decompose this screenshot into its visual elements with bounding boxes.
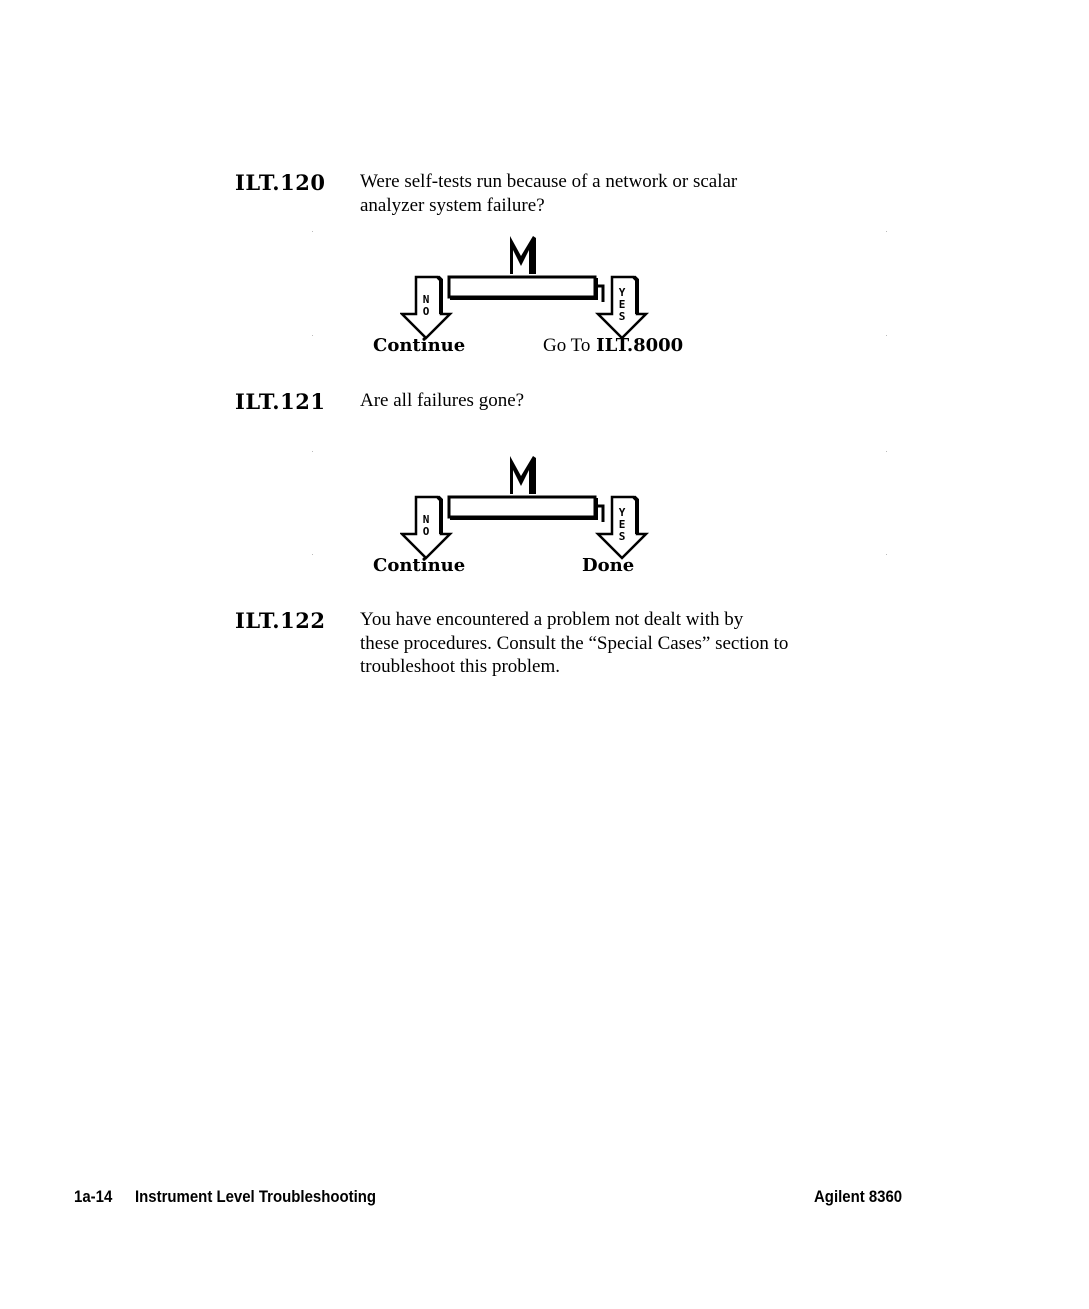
no-letter: O bbox=[422, 525, 430, 538]
no-outcome-ilt-121: Continue bbox=[373, 555, 466, 576]
yes-letter: S bbox=[618, 530, 626, 543]
goto-link-ilt-8000[interactable]: ILT.8000 bbox=[596, 335, 684, 356]
registration-dot bbox=[312, 335, 313, 336]
question-line: troubleshoot this problem. bbox=[360, 656, 561, 677]
no-outcome-ilt-120: Continue bbox=[373, 335, 466, 356]
registration-dot bbox=[886, 335, 887, 336]
question-ilt-122 bbox=[360, 608, 905, 679]
yes-letter: Y bbox=[618, 506, 626, 519]
footer-page-number: 1a-14 bbox=[74, 1187, 113, 1206]
step-label-ilt-121: ILT.121 bbox=[235, 389, 326, 414]
registration-dot bbox=[312, 554, 313, 555]
question-line: analyzer system failure? bbox=[360, 194, 545, 216]
yes-no-arrows-icon bbox=[400, 232, 652, 344]
question-line: these procedures. Consult the “Special Cases” section to bbox=[360, 632, 789, 654]
footer-section-title: Instrument Level Troubleshooting bbox=[135, 1187, 377, 1206]
no-letter: O bbox=[422, 305, 430, 318]
yes-outcome-ilt-121: Done bbox=[582, 555, 635, 576]
yes-letter: S bbox=[618, 310, 626, 323]
registration-dot bbox=[886, 231, 887, 232]
step-label-ilt-120: ILT.120 bbox=[235, 170, 326, 195]
question-line: Were self-tests run because of a network or scalar bbox=[360, 171, 738, 192]
goto-prefix: Go To bbox=[543, 335, 591, 356]
question-line: You have encountered a problem not dealt with by bbox=[360, 609, 744, 630]
no-letter: N bbox=[422, 293, 430, 306]
yes-outcome-ilt-120[interactable] bbox=[543, 335, 683, 357]
step-label-ilt-122: ILT.122 bbox=[235, 608, 326, 633]
registration-dot bbox=[886, 554, 887, 555]
question-ilt-121 bbox=[360, 389, 905, 413]
yes-letter: Y bbox=[618, 286, 626, 299]
question-ilt-120 bbox=[360, 170, 905, 217]
no-letter: N bbox=[422, 513, 430, 526]
registration-dot bbox=[312, 451, 313, 452]
registration-dot bbox=[312, 231, 313, 232]
registration-dot bbox=[886, 451, 887, 452]
yes-letter: E bbox=[618, 298, 626, 311]
yes-no-arrows-icon bbox=[400, 452, 652, 564]
yes-letter: E bbox=[618, 518, 626, 531]
footer-product: Agilent 8360 bbox=[814, 1187, 903, 1206]
question-line: Are all failures gone? bbox=[360, 390, 525, 411]
